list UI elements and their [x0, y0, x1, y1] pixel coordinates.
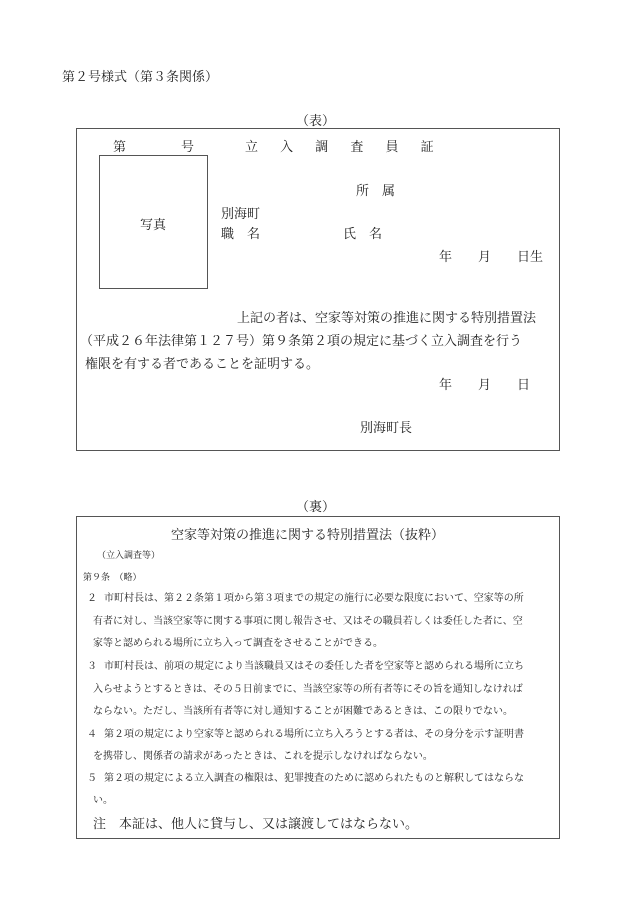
para-3-line-3: ならない。ただし、当該所有者等に対し通知することが困難であるときは、この限りでない。: [93, 706, 513, 717]
body-line-2: （平成２６年法律第１２７号）第９条第２項の規定に基づく立入調査を行う: [80, 334, 523, 349]
para-5-line-2: い。: [93, 795, 113, 806]
issue-date: 年 月 日: [439, 378, 531, 393]
para-3-line-1: 市町村長は、前項の規定により当該職員又はその委任した者を空家等と認められる場所に立ち: [104, 661, 524, 672]
para-3-number: ３: [87, 661, 97, 672]
para-5-number: ５: [87, 773, 97, 784]
section-caption: （立入調査等）: [97, 551, 161, 561]
card-title: 立 入 調 査 員 証: [245, 140, 443, 155]
para-2-line-1: 市町村長は、第２２条第１項から第３項までの規定の施行に必要な限度において、空家等の所: [104, 593, 524, 604]
para-5-line-1: 第２項の規定による立入調査の権限は、犯罪捜査のために認められたものと解釈してはならな: [104, 773, 524, 784]
form-id: 第２号様式（第３条関係）: [62, 70, 219, 85]
back-heading: （裏）: [296, 500, 336, 515]
article-9: 第９条 （略）: [83, 573, 142, 583]
photo-box: [99, 155, 208, 289]
town-name: 別海町: [221, 207, 261, 222]
body-line-1: 上記の者は、空家等対策の推進に関する特別措置法: [237, 311, 537, 326]
para-2-line-2: 有者に対し、当該空家等に関する事項に関し報告させ、又はその職員若しくは委任した者に、空: [93, 616, 523, 627]
back-card: [76, 516, 560, 839]
para-2-number: ２: [87, 593, 97, 604]
birth-date: 年 月 日生: [439, 250, 544, 265]
note: 注 本証は、他人に貸与し、又は譲渡してはならない。: [93, 817, 419, 832]
number-label-go: 号: [181, 140, 195, 155]
front-card: [76, 128, 560, 451]
name-label: 氏 名: [343, 227, 383, 242]
body-line-3: 権限を有する者であることを証明する。: [85, 357, 320, 372]
issuer: 別海町長: [360, 421, 413, 436]
photo-label: 写真: [140, 218, 167, 233]
number-label-dai: 第: [113, 140, 127, 155]
law-title: 空家等対策の推進に関する特別措置法（抜粋）: [171, 528, 445, 543]
job-label: 職 名: [221, 227, 261, 242]
affiliation-label: 所 属: [356, 184, 396, 199]
para-2-line-3: 家等と認められる場所に立ち入って調査をさせることができる。: [93, 638, 383, 649]
para-4-number: ４: [87, 729, 97, 740]
front-heading: （表）: [296, 114, 336, 129]
para-4-line-1: 第２項の規定により空家等と認められる場所に立ち入ろうとする者は、その身分を示す証明書: [104, 729, 524, 740]
para-4-line-2: を携帯し、関係者の請求があったときは、これを提示しなければならない。: [93, 751, 433, 762]
para-3-line-2: 入らせようとするときは、その５日前までに、当該空家等の所有者等にその旨を通知しなければ: [93, 684, 523, 695]
